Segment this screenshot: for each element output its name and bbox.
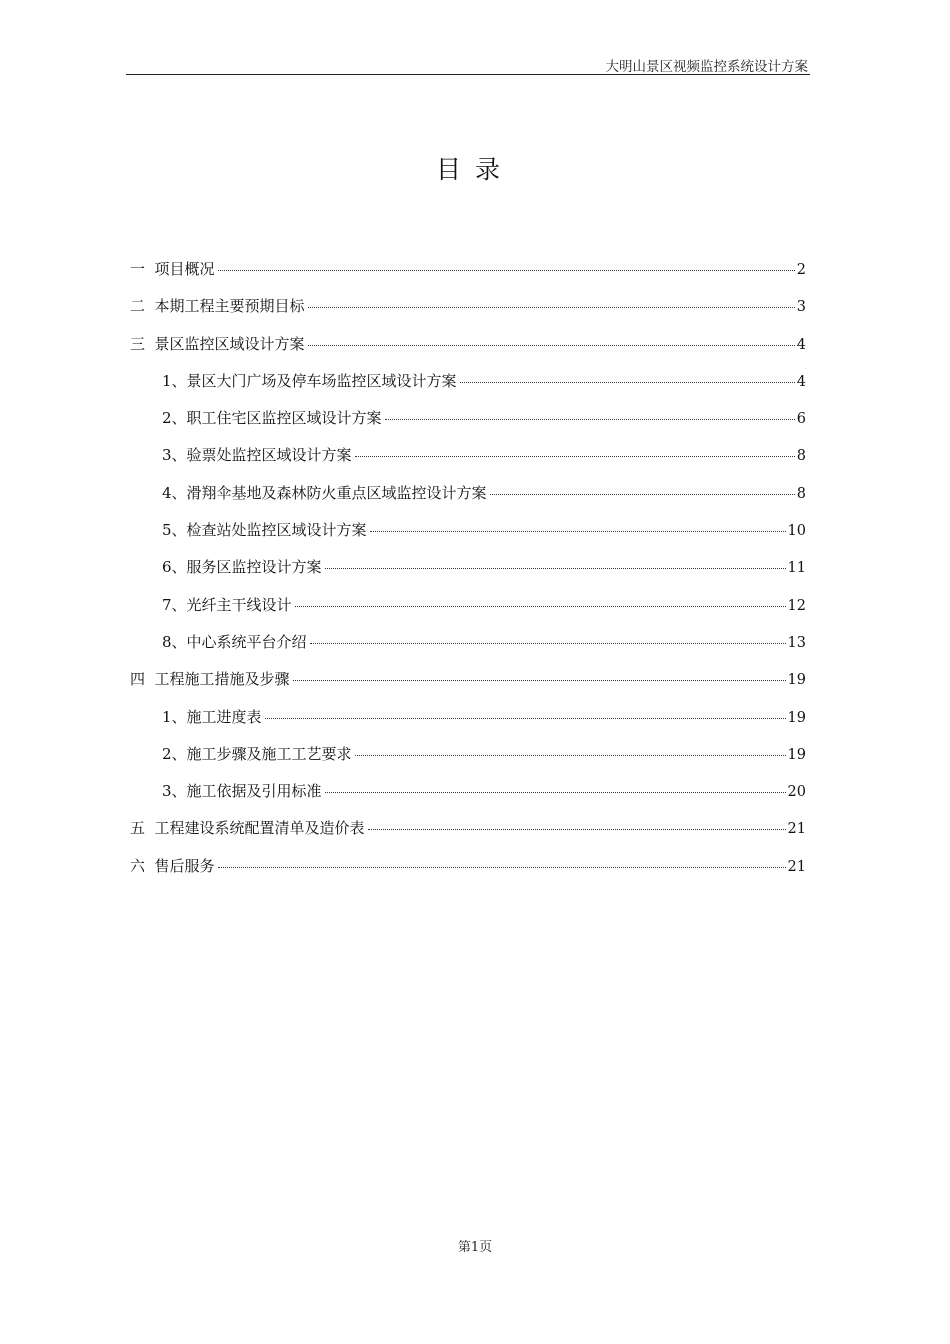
toc-label: 施工进度表 [186, 707, 262, 726]
toc-entry-subsection-3-7[interactable] [126, 594, 806, 631]
toc-entry-subsection-3-6[interactable] [126, 556, 806, 593]
toc-page-number: 19 [787, 672, 806, 689]
toc-leader-dots [218, 867, 786, 868]
toc-page-number: 8 [796, 448, 806, 465]
toc-label: 工程建设系统配置清单及造价表 [154, 819, 365, 838]
toc-number: 8、 [162, 632, 187, 651]
toc-leader-dots [355, 456, 795, 457]
toc-entry-subsection-4-3[interactable] [126, 780, 806, 817]
toc-entry-section-2[interactable] [126, 295, 806, 332]
page-header [126, 52, 810, 75]
toc-label: 检查站处监控区域设计方案 [186, 521, 367, 540]
toc-number: 四 [130, 670, 155, 689]
toc-number: 1、 [162, 707, 187, 726]
toc-entry-section-4[interactable] [126, 668, 806, 705]
toc-number: 一 [130, 260, 155, 278]
toc-label: 景区监控区域设计方案 [154, 334, 305, 353]
toc-entry-subsection-3-1[interactable] [126, 370, 806, 407]
toc-leader-dots [368, 829, 786, 830]
toc-label: 滑翔伞基地及森林防火重点区域监控设计方案 [186, 483, 487, 502]
toc-label: 施工步骤及施工工艺要求 [186, 744, 352, 763]
toc-page-number: 3 [796, 299, 806, 316]
toc-leader-dots [293, 680, 786, 681]
toc-entry-subsection-3-2[interactable] [126, 407, 806, 444]
toc-page-number: 4 [796, 373, 806, 390]
toc-entry-subsection-4-2[interactable] [126, 743, 806, 780]
toc-entry-subsection-3-8[interactable] [126, 631, 806, 668]
toc-page-number: 21 [787, 821, 806, 838]
toc-entry-subsection-4-1[interactable] [126, 706, 806, 743]
toc-number: 1、 [162, 371, 187, 390]
toc-leader-dots [325, 568, 786, 569]
toc-label: 本期工程主要预期目标 [154, 297, 305, 316]
toc-label: 验票处监控区域设计方案 [186, 446, 352, 465]
toc-number: 6、 [162, 558, 187, 577]
toc-number: 2、 [162, 744, 187, 763]
toc-leader-dots [308, 307, 795, 308]
toc-page-number: 13 [787, 634, 806, 651]
toc-entry-subsection-3-3[interactable] [126, 444, 806, 481]
toc-label: 光纤主干线设计 [186, 595, 292, 614]
page-footer [0, 1236, 950, 1255]
toc-page-number: 8 [796, 485, 806, 502]
toc-label: 售后服务 [154, 856, 215, 875]
toc-page-number: 19 [787, 709, 806, 726]
toc-leader-dots [385, 419, 795, 420]
toc-number: 2、 [162, 409, 187, 428]
toc-number: 3、 [162, 782, 187, 801]
toc-leader-dots [218, 270, 795, 271]
toc-entry-subsection-3-5[interactable] [126, 519, 806, 556]
toc-page-number: 21 [787, 858, 806, 875]
toc-label: 施工依据及引用标准 [186, 782, 322, 801]
page-number-label: 第1页 [457, 1240, 493, 1255]
toc-page-number: 19 [787, 746, 806, 763]
toc-label: 工程施工措施及步骤 [154, 670, 290, 689]
toc-number: 5、 [162, 521, 187, 540]
toc-entry-subsection-3-4[interactable] [126, 482, 806, 519]
toc-page-number: 11 [787, 560, 806, 577]
toc-leader-dots [325, 792, 786, 793]
toc-number: 五 [130, 819, 155, 838]
toc-number: 7、 [162, 595, 187, 614]
toc-number: 3、 [162, 446, 187, 465]
toc-leader-dots [460, 382, 795, 383]
toc-label: 中心系统平台介绍 [186, 632, 307, 651]
toc-leader-dots [308, 345, 795, 346]
toc-leader-dots [295, 606, 786, 607]
toc-leader-dots [265, 718, 786, 719]
toc-label: 项目概况 [154, 260, 215, 278]
toc-number: 二 [130, 297, 155, 316]
toc-label: 服务区监控设计方案 [186, 558, 322, 577]
header-title: 大明山景区视频监控系统设计方案 [605, 59, 808, 75]
toc-page-number: 6 [796, 411, 806, 428]
toc-number: 三 [130, 334, 155, 353]
toc-leader-dots [355, 755, 786, 756]
table-of-contents [126, 258, 806, 892]
toc-page-number: 20 [787, 784, 806, 801]
toc-page-number: 4 [796, 336, 806, 353]
toc-entry-section-5[interactable] [126, 817, 806, 854]
toc-entry-section-6[interactable] [126, 855, 806, 892]
toc-entry-section-3[interactable] [126, 333, 806, 370]
toc-page-number: 12 [787, 597, 806, 614]
toc-page-number: 10 [787, 523, 806, 540]
toc-entry-section-1[interactable] [126, 258, 806, 295]
toc-leader-dots [310, 643, 786, 644]
toc-number: 六 [130, 856, 155, 875]
page-title: 目录 [435, 155, 514, 184]
toc-number: 4、 [162, 483, 187, 502]
toc-leader-dots [370, 531, 786, 532]
toc-page-number: 2 [796, 262, 806, 278]
toc-label: 职工住宅区监控区域设计方案 [186, 409, 382, 428]
toc-label: 景区大门广场及停车场监控区域设计方案 [186, 371, 457, 390]
toc-leader-dots [490, 494, 795, 495]
